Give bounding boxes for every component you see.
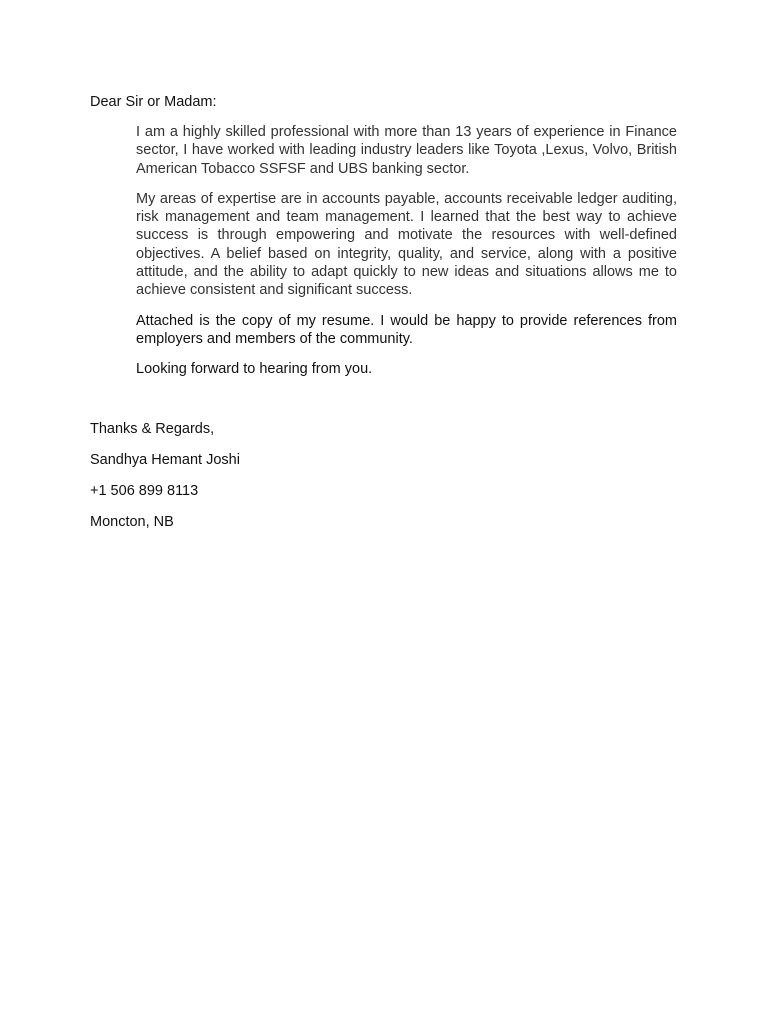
letter-body: [136, 123, 677, 379]
signature-name: Sandhya Hemant Joshi: [90, 452, 240, 468]
paragraph-resume: Attached is the copy of my resume. I would be happy to provide references from employers and members of the community.: [136, 312, 677, 347]
phone-number: +1 506 899 8113: [90, 483, 199, 499]
salutation: Dear Sir or Madam:: [90, 94, 217, 110]
paragraph-expertise: My areas of expertise are in accounts payable, accounts receivable ledger auditing, risk management and team management. I learned that the best way to achieve success is through empowering and motivate the resources with well-defined objectives. A belief based on integrity, quality, and service, along with a positive attitude, and the ability to adapt quickly to new ideas and situations allows me to achieve consistent and significant success.: [136, 190, 677, 299]
location: Moncton, NB: [90, 514, 174, 530]
signature-block: [90, 420, 490, 544]
closing-phrase: Thanks & Regards,: [90, 421, 215, 437]
paragraph-experience: I am a highly skilled professional with more than 13 years of experience in Finance sector, I have worked with leading industry leaders like Toyota ,Lexus, Volvo, British American Tobacco SSFSF and UBS banking sector.: [136, 124, 677, 177]
paragraph-closing-remark: Looking forward to hearing from you.: [136, 361, 373, 378]
